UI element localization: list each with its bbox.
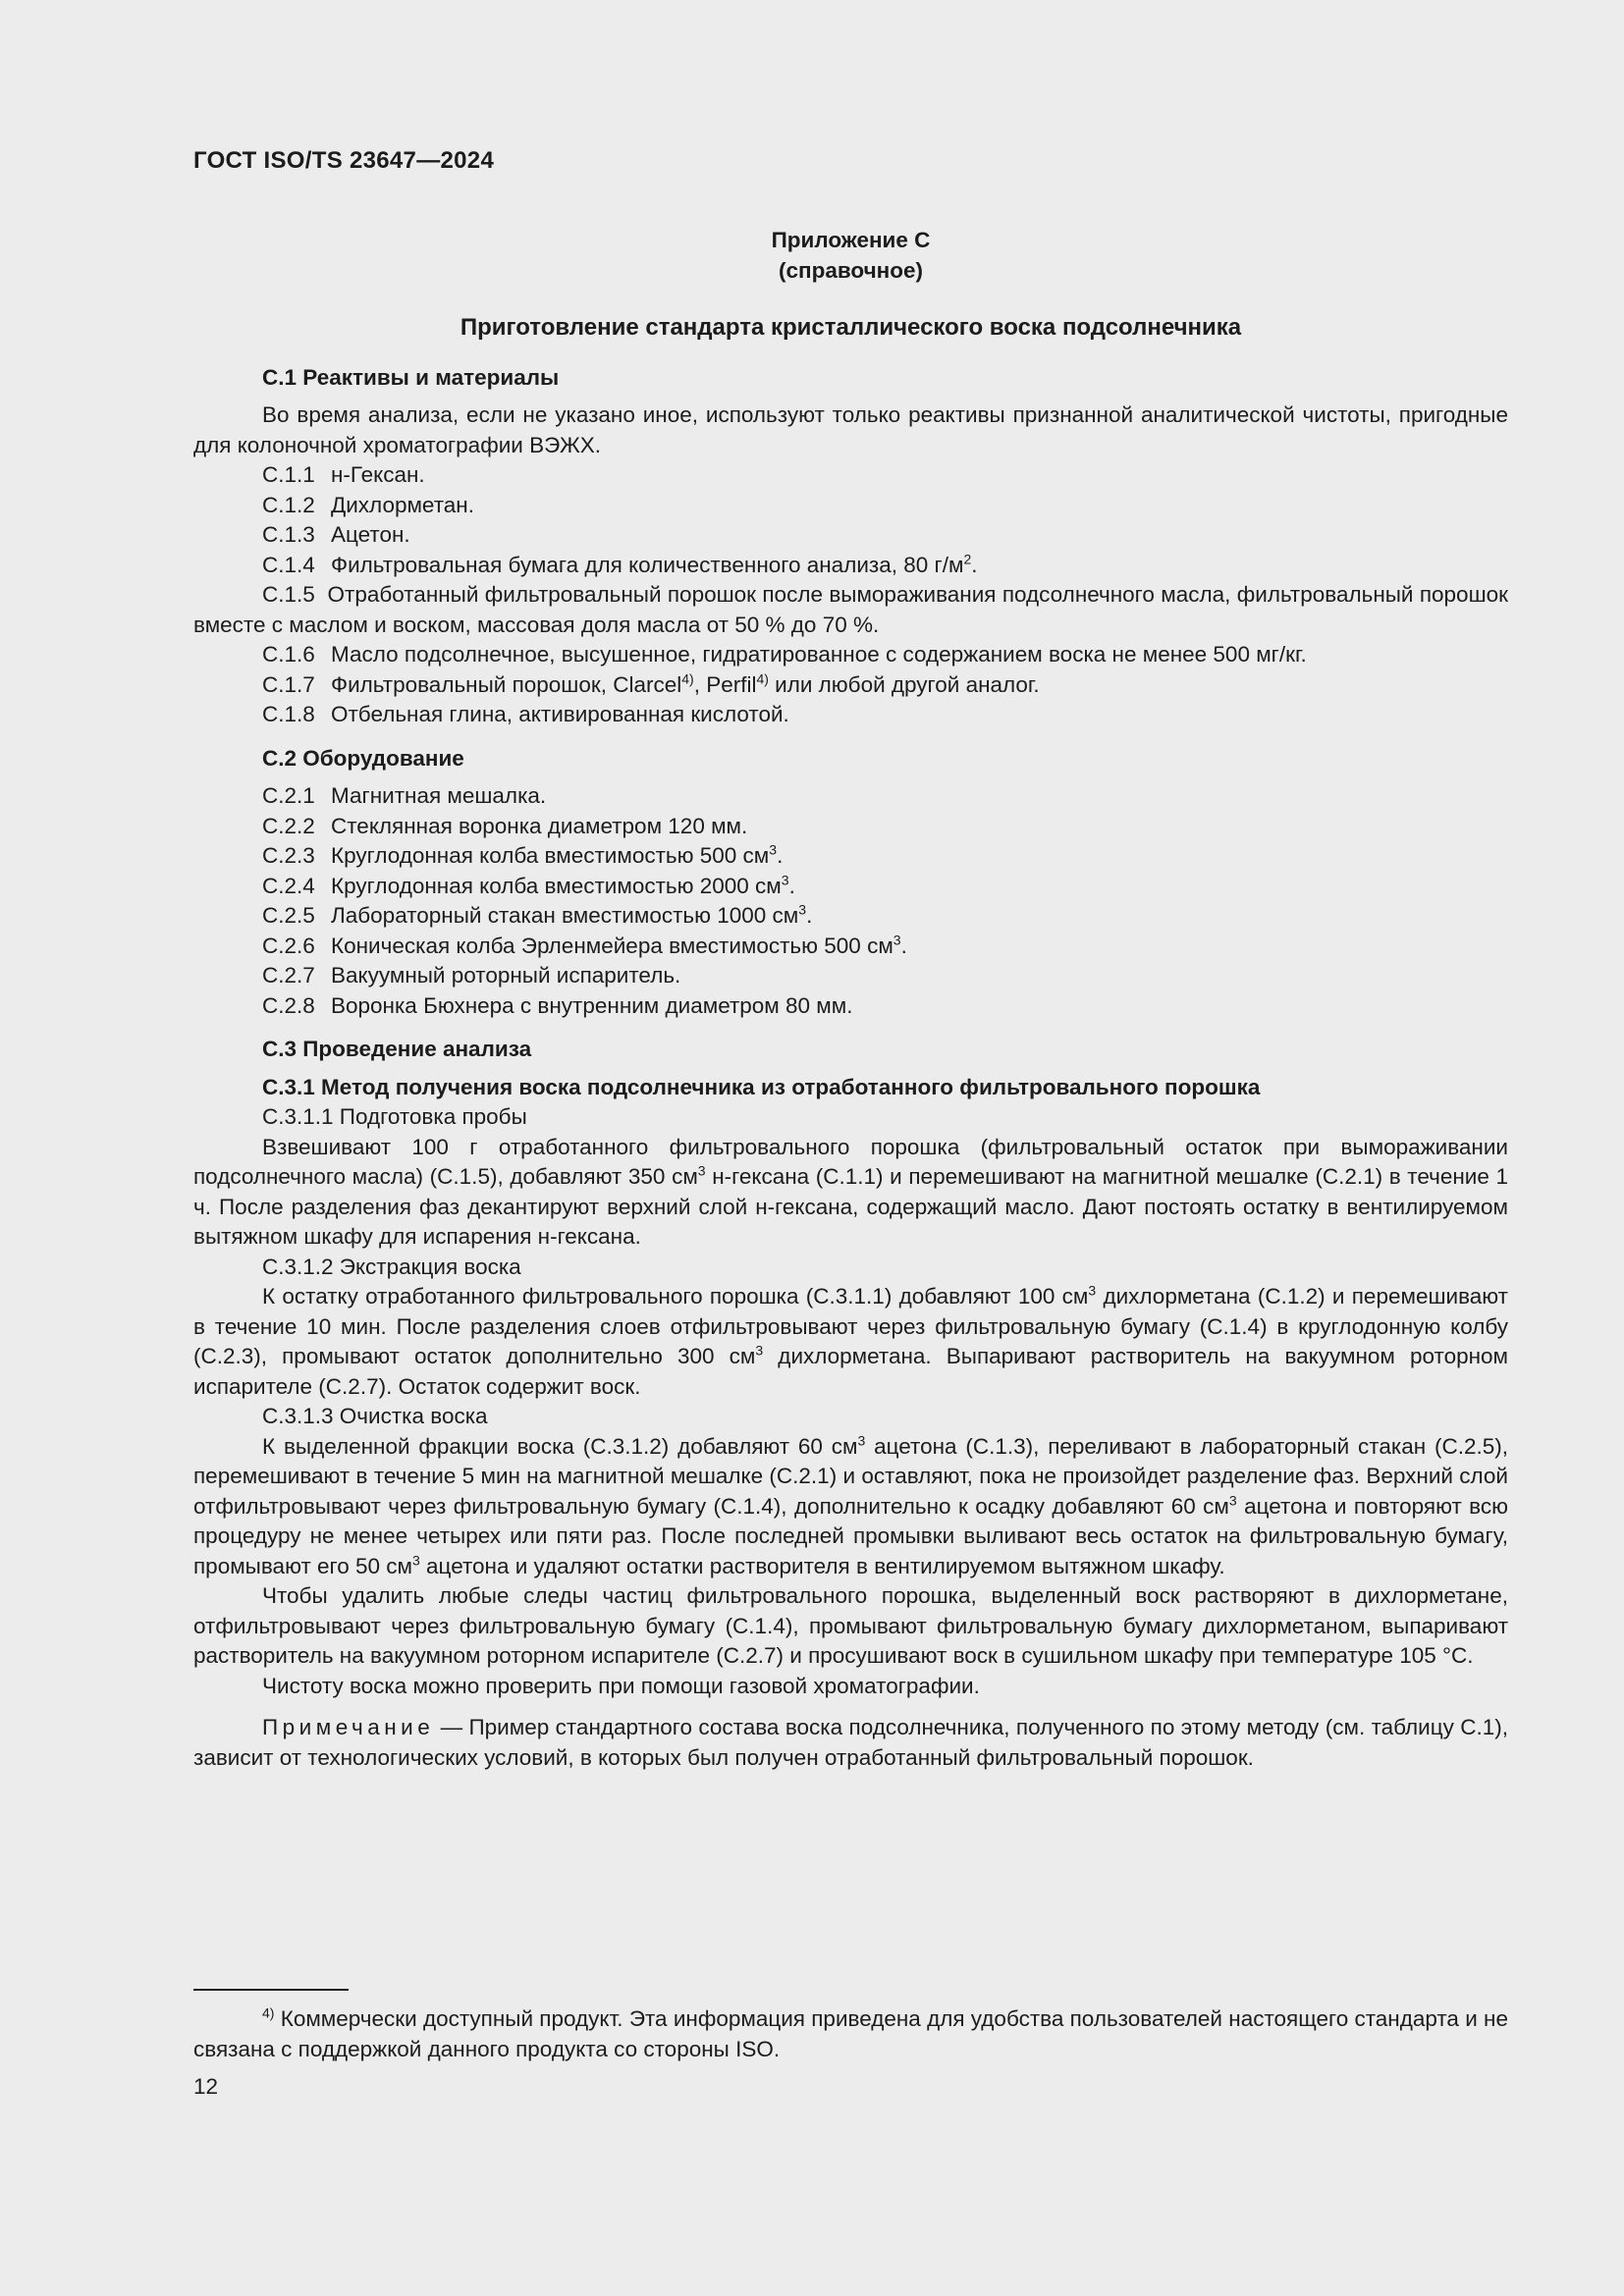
item-number: С.2.5 — [262, 903, 315, 928]
list-item — [193, 520, 1508, 551]
list-item — [193, 781, 1508, 812]
superscript: 3 — [857, 1432, 866, 1448]
superscript: 3 — [697, 1162, 706, 1179]
item-text: Круглодонная колба вместимостью 500 см — [331, 843, 770, 868]
item-number: С.1.8 — [262, 702, 315, 726]
item-text: Коническая колба Эрленмейера вместимостью 500 см — [331, 933, 893, 958]
text-run: ацетона (С.1.3), переливают в лабораторный стакан (С.2.5), перемешивают в течение 5 мин на магнитной мешалке (С.2.1) и оставляют, пока не произойдет разделение фаз. Верхний слой отфильтровывают через фильтровальную бумагу (С.1.4), дополнительно к осадку добавляют 60 см — [193, 1433, 1508, 1519]
section-heading-c1: С.1 Реактивы и материалы — [262, 364, 560, 390]
list-item — [193, 491, 1508, 521]
footnote-text: Коммерчески доступный продукт. Эта информация приведена для удобства пользователей настоящего стандарта и не связана с поддержкой данного продукта со стороны ISO. — [193, 2006, 1508, 2061]
paragraph-c312 — [193, 1282, 1508, 1402]
list-item — [193, 700, 1508, 730]
item-number: С.2.8 — [262, 992, 315, 1018]
footnote-ref: 4) — [756, 670, 769, 686]
clause-title-c311: С.3.1.1 Подготовка пробы — [262, 1104, 527, 1129]
text-run: ацетона и повторяют всю процедуру не менее четырех или пяти раз. После последней промывки выливают весь остаток на фильтровальную бумагу, промывают его 50 см — [193, 1493, 1508, 1578]
list-item — [193, 841, 1508, 872]
item-text: Стеклянная воронка диаметром 120 мм. — [331, 813, 748, 838]
list-item — [193, 961, 1508, 991]
text-run: Взвешивают 100 г отработанного фильтровального порошка (фильтровальный остаток при вымораживании подсолнечного масла) (С.1.5), добавляют 350 см — [193, 1134, 1508, 1189]
item-number: С.2.2 — [262, 813, 315, 838]
item-text: . — [788, 873, 795, 898]
section-heading-c2: С.2 Оборудование — [262, 745, 464, 771]
superscript: 3 — [798, 901, 807, 918]
item-text: Фильтровальный порошок, Clarcel — [331, 671, 682, 697]
item-number: С.2.3 — [262, 843, 315, 868]
list-item — [193, 580, 1508, 640]
item-number: С.1.2 — [262, 492, 315, 517]
text-run: н-гексана (С.1.1) и перемешивают на магнитной мешалке (С.2.1) в течение 1 ч. После разделения фаз декантируют верхний слой н-гексана, содержащий масло. Дают постоять остатку в вентилируемом вытяжном шкафу для испарения н-гексана. — [193, 1164, 1508, 1249]
item-text: Воронка Бюхнера с внутренним диаметром 80 мм. — [331, 992, 853, 1018]
item-number: С.2.7 — [262, 963, 315, 988]
item-number: С.1.3 — [262, 522, 315, 547]
clause-title-c312: С.3.1.2 Экстракция воска — [262, 1254, 521, 1279]
paragraph-c313 — [193, 1432, 1508, 1582]
list-item — [193, 901, 1508, 932]
item-number: С.2.1 — [262, 783, 315, 808]
superscript: 3 — [893, 932, 901, 947]
item-text: . — [806, 903, 813, 928]
item-number: С.1.1 — [262, 462, 315, 487]
superscript: 3 — [412, 1552, 420, 1568]
item-text: Круглодонная колба вместимостью 2000 см — [331, 873, 782, 898]
list-item — [193, 872, 1508, 902]
item-text: Масло подсолнечное, высушенное, гидратированное с содержанием воска не менее 500 мг/кг. — [331, 642, 1307, 667]
item-text: Лабораторный стакан вместимостью 1000 см — [331, 903, 799, 928]
text-run: дихлорметана (С.1.2) и перемешивают в течение 10 мин. После разделения слоев отфильтровывают через фильтровальную бумагу (С.1.4) в круглодонную колбу (С.2.3), промывают остаток дополнительно 300 см — [193, 1284, 1508, 1368]
superscript: 3 — [1228, 1492, 1237, 1508]
paragraph-purity: Чистоту воска можно проверить при помощи газовой хроматографии. — [262, 1673, 980, 1698]
item-number: С.1.4 — [262, 552, 315, 577]
text-run: К остатку отработанного фильтровального порошка (С.3.1.1) добавляют 100 см — [262, 1284, 1089, 1308]
section-heading-c3: С.3 Проведение анализа — [262, 1037, 532, 1061]
item-number: С.1.5 — [262, 582, 315, 607]
list-item — [193, 932, 1508, 962]
footnote-rule — [193, 1989, 349, 1991]
item-text: . — [777, 843, 784, 868]
footnote-mark: 4) — [262, 2004, 275, 2021]
item-number: С.1.6 — [262, 642, 315, 667]
item-number: С.2.6 — [262, 933, 315, 958]
list-item — [193, 812, 1508, 842]
footnote-ref: 4) — [681, 670, 694, 686]
item-text: Магнитная мешалка. — [331, 783, 547, 808]
item-text: . — [900, 933, 907, 958]
item-text: Дихлорметан. — [331, 492, 474, 517]
item-text: н-Гексан. — [331, 462, 425, 487]
page-number: 12 — [193, 2074, 219, 2099]
list-item — [193, 460, 1508, 491]
superscript: 3 — [781, 872, 789, 887]
item-text: Отработанный фильтровальный порошок после вымораживания подсолнечного масла, фильтровальный порошок вместе с маслом и воском, массовая доля масла от 50 % до 70 %. — [193, 582, 1508, 637]
note-label: Примечание — [262, 1715, 435, 1739]
paragraph-dissolve: Чтобы удалить любые следы частиц фильтровального порошка, выделенный воск растворяют в дихлорметане, отфильтровывают через фильтровальную бумагу (С.1.4), промывают фильтровальную бумагу дихлорметаном, выпаривают растворитель на вакуумном роторном испарителе (С.2.7) и просушивают воск в сушильном шкафу при температуре 105 °С. — [193, 1583, 1508, 1668]
annex-title: Приложение С — [771, 228, 931, 252]
annex-kind: (справочное) — [779, 257, 923, 283]
item-text: Вакуумный роторный испаритель. — [331, 963, 681, 988]
item-number: С.1.7 — [262, 671, 315, 697]
note-text: — Пример стандартного состава воска подсолнечника, полученного по этому методу (см. таблицу С.1), зависит от технологических условий, в которых был получен отработанный фильтровальный порошок. — [193, 1715, 1508, 1770]
superscript: 2 — [963, 551, 972, 566]
page-content — [193, 226, 1508, 1773]
list-item — [193, 670, 1508, 701]
note — [193, 1713, 1508, 1773]
list-item — [193, 640, 1508, 670]
item-text: Ацетон. — [331, 522, 410, 547]
text-run: К выделенной фракции воска (С.3.1.2) добавляют 60 см — [262, 1433, 858, 1459]
item-text: Фильтровальная бумага для количественного анализа, 80 г/м — [331, 552, 964, 577]
item-text: , Perfil — [693, 671, 757, 697]
standard-code: ГОСТ ISO/TS 23647—2024 — [193, 147, 495, 174]
superscript: 3 — [1088, 1282, 1097, 1299]
item-text: . — [971, 552, 978, 577]
text-run: ацетона и удаляют остатки растворителя в вентилируемом вытяжном шкафу. — [419, 1553, 1225, 1578]
section-c1-intro: Во время анализа, если не указано иное, используют только реактивы признанной аналитической чистоты, пригодные для колоночной хроматографии ВЭЖХ. — [193, 402, 1508, 457]
list-item — [193, 991, 1508, 1022]
document-title: Приготовление стандарта кристаллического воска подсолнечника — [460, 314, 1242, 341]
item-text: Отбельная глина, активированная кислотой. — [331, 702, 789, 726]
item-number: С.2.4 — [262, 873, 315, 898]
superscript: 3 — [769, 841, 778, 858]
clause-title-c313: С.3.1.3 Очистка воска — [262, 1404, 488, 1428]
list-item — [193, 551, 1508, 581]
text-run: дихлорметана. Выпаривают растворитель на вакуумном роторном испарителе (С.2.7). Остаток содержит воск. — [193, 1344, 1509, 1399]
paragraph-c311 — [193, 1133, 1508, 1253]
subsection-heading-c31: С.3.1 Метод получения воска подсолнечника из отработанного фильтровального порошка — [262, 1074, 1261, 1099]
item-text: или любой другой аналог. — [768, 671, 1040, 697]
footnote — [193, 2004, 1508, 2064]
superscript: 3 — [755, 1342, 764, 1359]
